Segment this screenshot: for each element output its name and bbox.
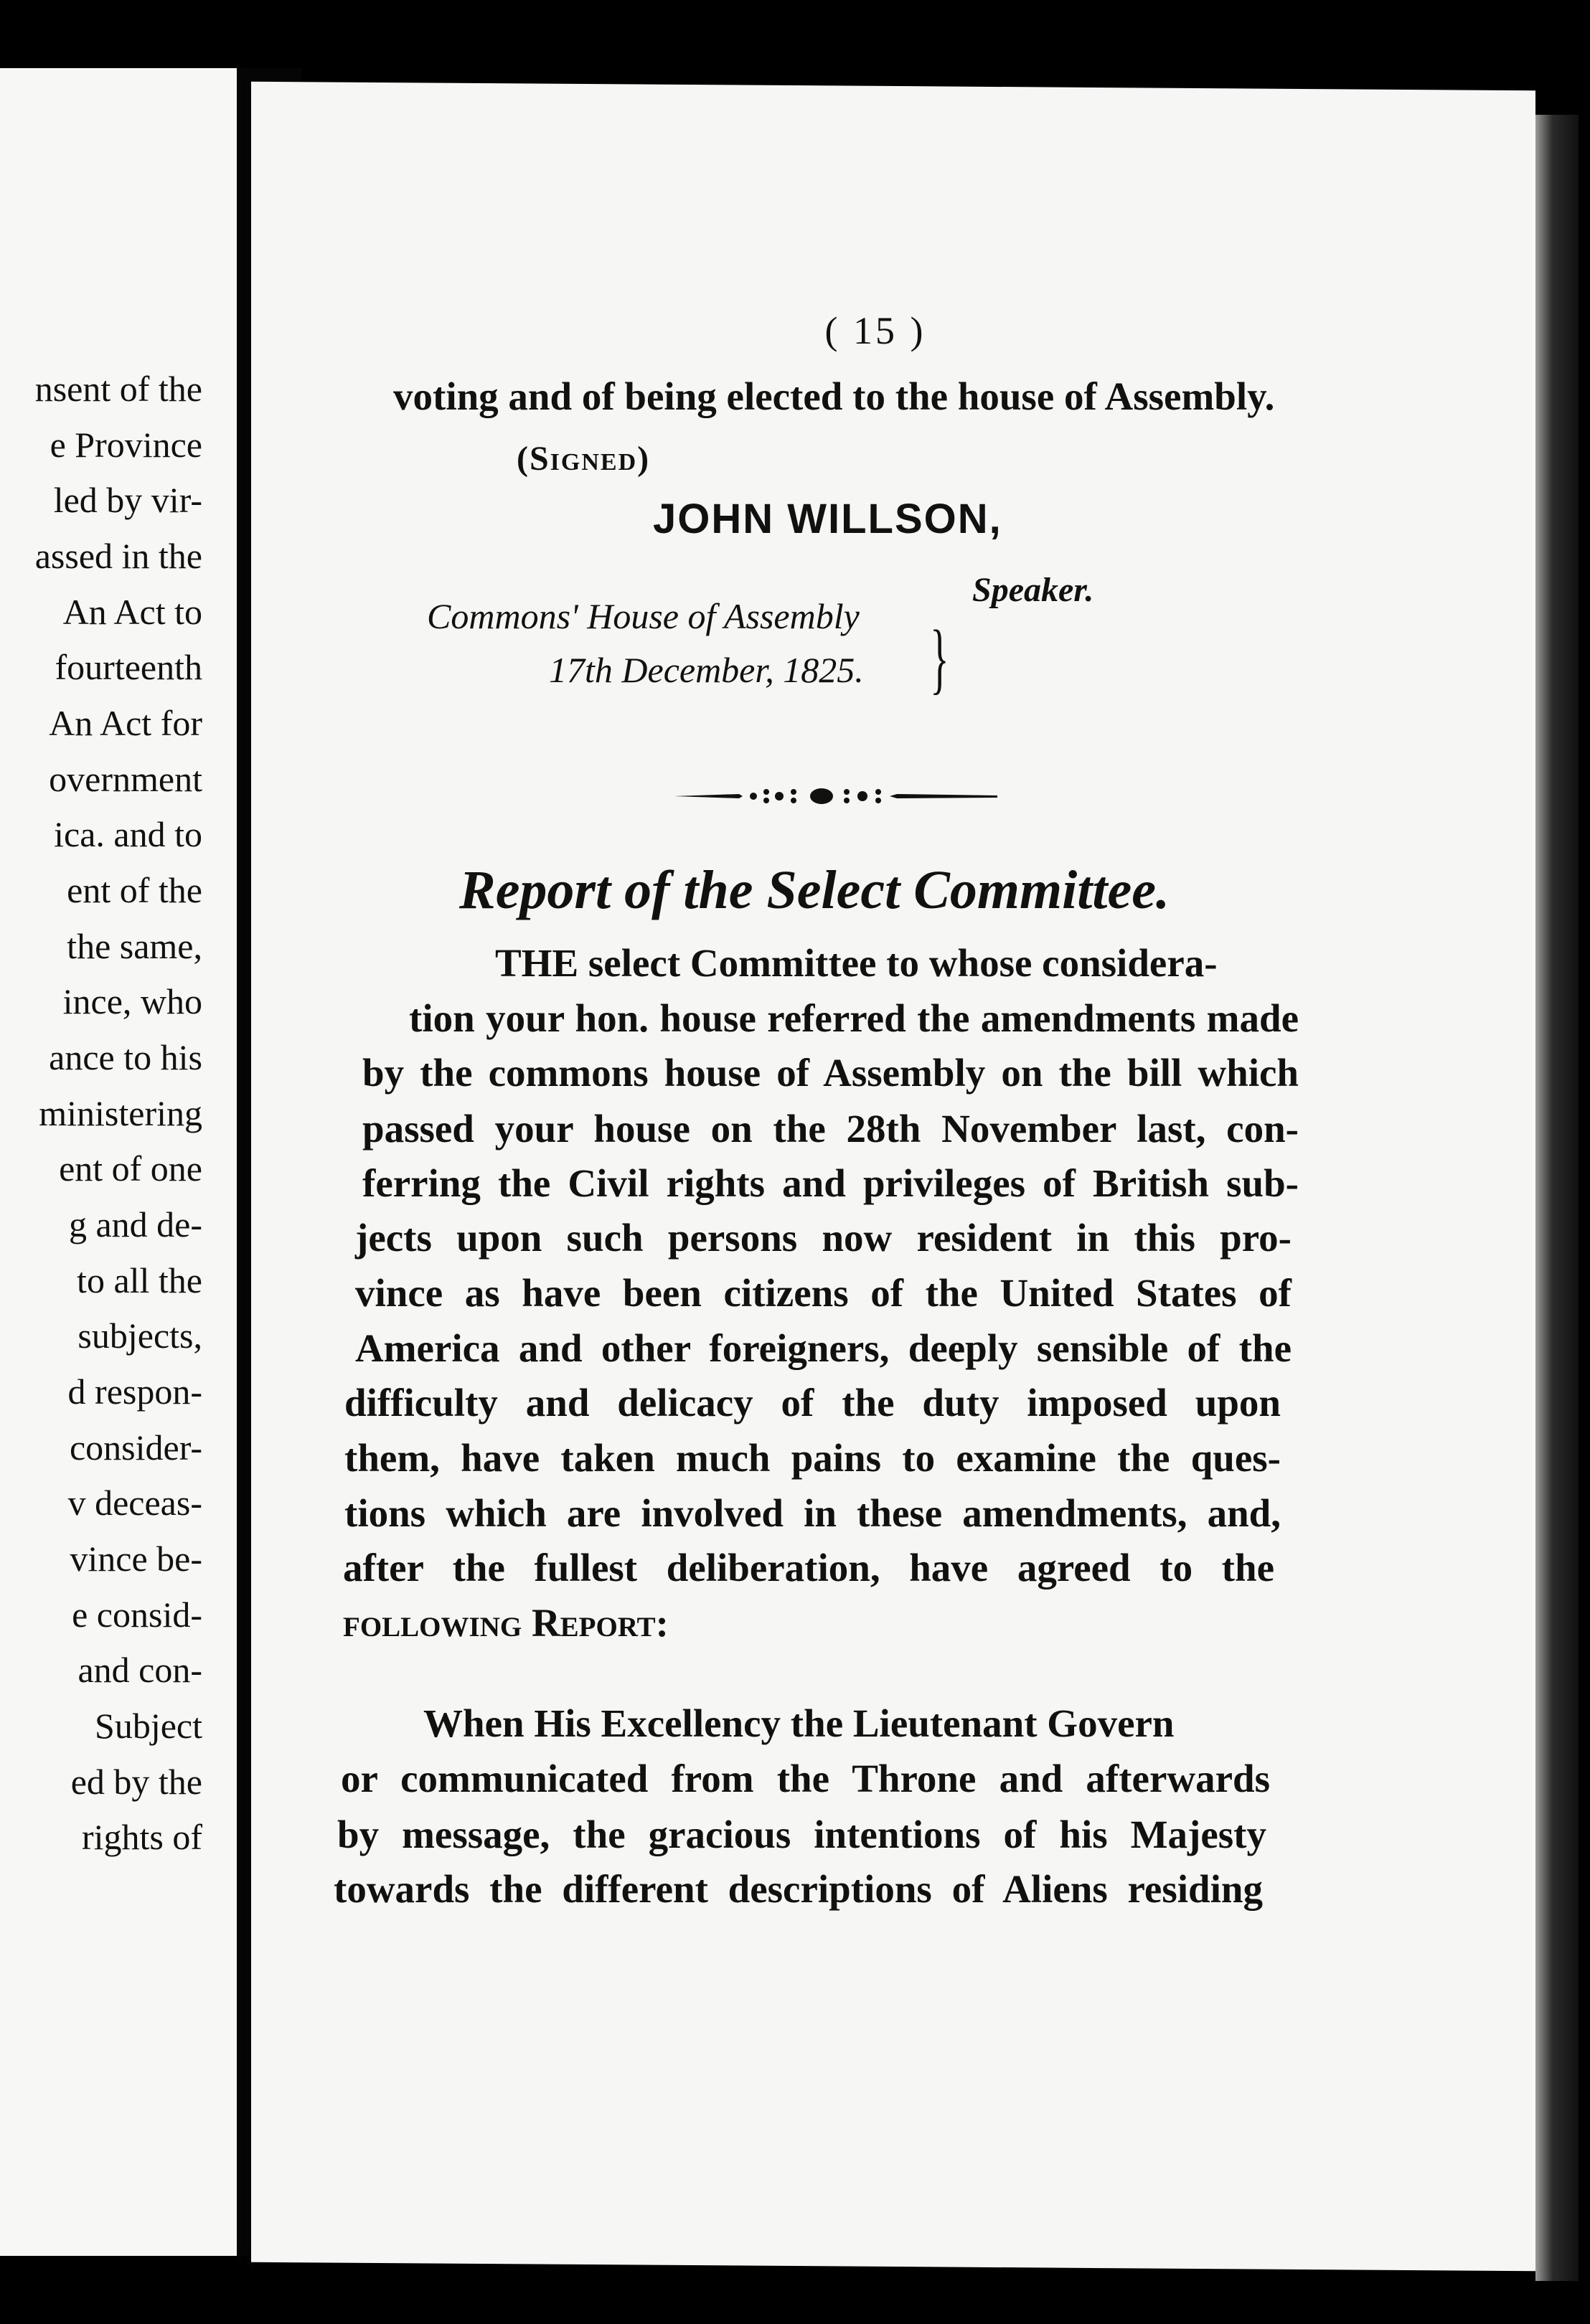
left-page-fragment [0, 68, 237, 2256]
left-text-line: vince be- [70, 1539, 202, 1579]
section-heading: Report of the Select Committee. [459, 860, 1170, 920]
left-text-line: e Province [50, 425, 202, 465]
left-text-line: An Act to [62, 592, 202, 632]
paragraph-line: by message, the gracious intentions of his Majesty [337, 1813, 1266, 1856]
left-text-line: ed by the [70, 1762, 202, 1802]
left-text-line: g and de- [68, 1204, 202, 1244]
report-line: them, have taken much pains to examine the ques- [344, 1436, 1281, 1480]
report-line: passed your house on the 28th November last, con- [362, 1107, 1299, 1151]
paragraph-line: When His Excellency the Lieutenant Govern [423, 1701, 1175, 1745]
signatory-name: JOHN WILLSON, [653, 496, 1002, 542]
left-text-line: consider- [69, 1427, 202, 1468]
report-line: tion your hon. house referred the amendments made [409, 996, 1299, 1040]
report-line: by the commons house of Assembly on the bill which [362, 1051, 1299, 1095]
page-number: ( 15 ) [824, 309, 926, 352]
report-line: following Report: [343, 1601, 669, 1645]
left-text-line: subjects, [77, 1315, 202, 1356]
left-text-line: v deceas- [67, 1483, 202, 1523]
left-text-line: e consid- [72, 1595, 202, 1635]
left-text-line: Subject [95, 1706, 202, 1746]
continuation-line: voting and of being elected to the house of Assembly. [393, 374, 1275, 418]
report-line: America and other foreigners, deeply sensible of the [355, 1326, 1292, 1370]
left-text-line: ince, who [62, 981, 202, 1021]
left-text-line: and con- [77, 1650, 202, 1690]
paragraph-line: towards the different descriptions of Aliens residing [334, 1867, 1263, 1911]
left-text-line: led by vir- [53, 480, 202, 520]
left-text-line: the same, [67, 926, 202, 966]
signatory-title: Speaker. [972, 571, 1094, 609]
left-text-line: ent of the [67, 870, 202, 910]
report-line: difficulty and delicacy of the duty imposed upon [344, 1381, 1281, 1425]
signed-label: (Signed) [517, 440, 651, 478]
left-text-line: rights of [81, 1817, 202, 1857]
left-text-line: to all the [77, 1260, 202, 1300]
left-text-line: d respon- [67, 1371, 202, 1412]
brace: } [930, 614, 949, 702]
left-text-line: ministering [39, 1093, 202, 1133]
report-line: THE select Committee to whose considera- [495, 941, 1218, 985]
left-text-line: An Act for [49, 703, 202, 743]
left-text-line: ance to his [49, 1037, 202, 1077]
report-line: vince as have been citizens of the United States of [355, 1271, 1292, 1315]
left-text-line: ent of one [59, 1148, 202, 1189]
page-edge [1535, 115, 1579, 2281]
date-line: 17th December, 1825. [549, 650, 864, 690]
left-text-line: overnment [49, 759, 202, 799]
left-text-line: nsent of the [34, 369, 202, 409]
report-line: ferring the Civil rights and privileges of British sub- [362, 1161, 1299, 1205]
ornament-rule [674, 782, 997, 811]
report-line: tions which are involved in these amendments, and, [344, 1491, 1281, 1535]
left-text-line: fourteenth [55, 647, 202, 687]
place-line: Commons' House of Assembly [427, 596, 860, 636]
report-line: jects upon such persons now resident in this pro- [355, 1216, 1292, 1260]
paragraph-line: or communicated from the Throne and afterwards [341, 1757, 1270, 1800]
left-text-line: ica. and to [54, 814, 202, 854]
left-text-line: assed in the [34, 536, 202, 576]
report-line: after the fullest deliberation, have agreed to the [343, 1546, 1274, 1590]
